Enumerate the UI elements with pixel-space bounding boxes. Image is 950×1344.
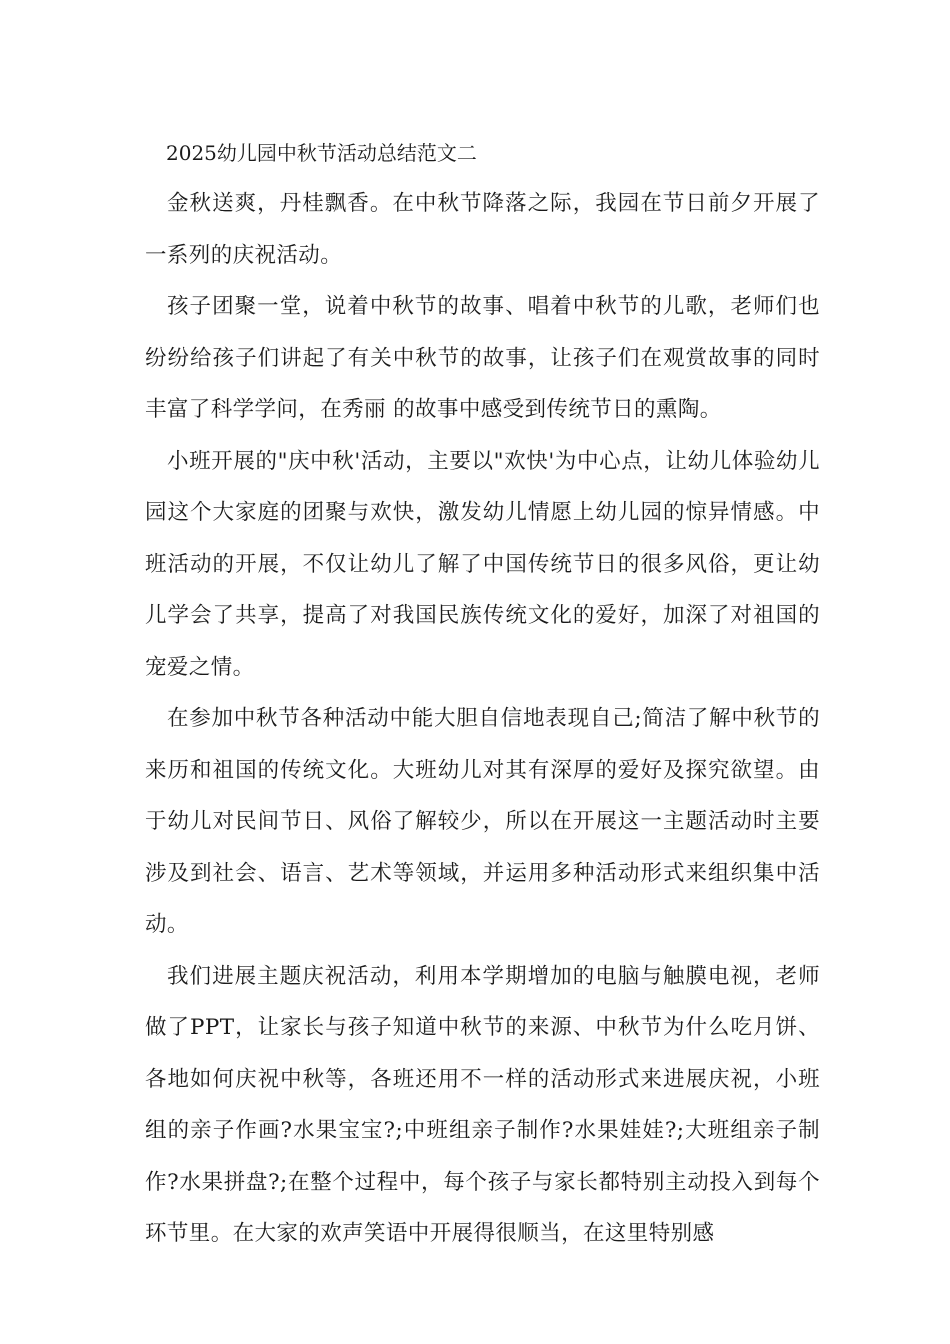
document-title: 2025幼儿园中秋节活动总结范文二 (166, 141, 477, 165)
paragraph-4: 在参加中秋节各种活动中能大胆自信地表现自己;简洁了解中秋节的来历和祖国的传统文化。大班幼儿对其有深厚的爱好及探究欲望。由于幼儿对民间节日、风俗了解较少，所以在开展这一主题活动时主要涉及到社会、语言、艺术等领域，并运用多种活动形式来组织集中活动。 (145, 706, 820, 937)
paragraph-5: 我们进展主题庆祝活动，利用本学期增加的电脑与触膜电视，老师做了PPT，让家长与孩子知道中秋节的来源、中秋节为什么吃月饼、各地如何庆祝中秋等，各班还用不一样的活动形式来进展庆祝，小班组的亲子作画?水果宝宝?;中班组亲子制作?水果娃娃?;大班组亲子制作?水果拼盘?;在整个过程中，每个孩子与家长都特别主动投入到每个环节里。在大家的欢声笑语中开展得很顺当，在这里特别感 (145, 963, 820, 1246)
paragraph-2: 孩子团聚一堂，说着中秋节的故事、唱着中秋节的儿歌，老师们也纷纷给孩子们讲起了有关中秋节的故事，让孩子们在观赏故事的同时丰富了科学学问，在秀丽 的故事中感受到传统节日的熏陶。 (145, 294, 820, 422)
paragraph-3: 小班开展的"庆中秋'活动，主要以"欢快'为中心点，让幼儿体验幼儿园这个大家庭的团聚与欢快，激发幼儿情愿上幼儿园的惊异情感。中班活动的开展，不仅让幼儿了解了中国传统节日的很多风俗，更让幼儿学会了共享，提高了对我国民族传统文化的爱好，加深了对祖国的宠爱之情。 (145, 448, 820, 680)
document-body (145, 131, 820, 1260)
paragraph-1: 金秋送爽，丹桂飘香。在中秋节降落之际，我园在节日前夕开展了一系列的庆祝活动。 (145, 191, 820, 268)
